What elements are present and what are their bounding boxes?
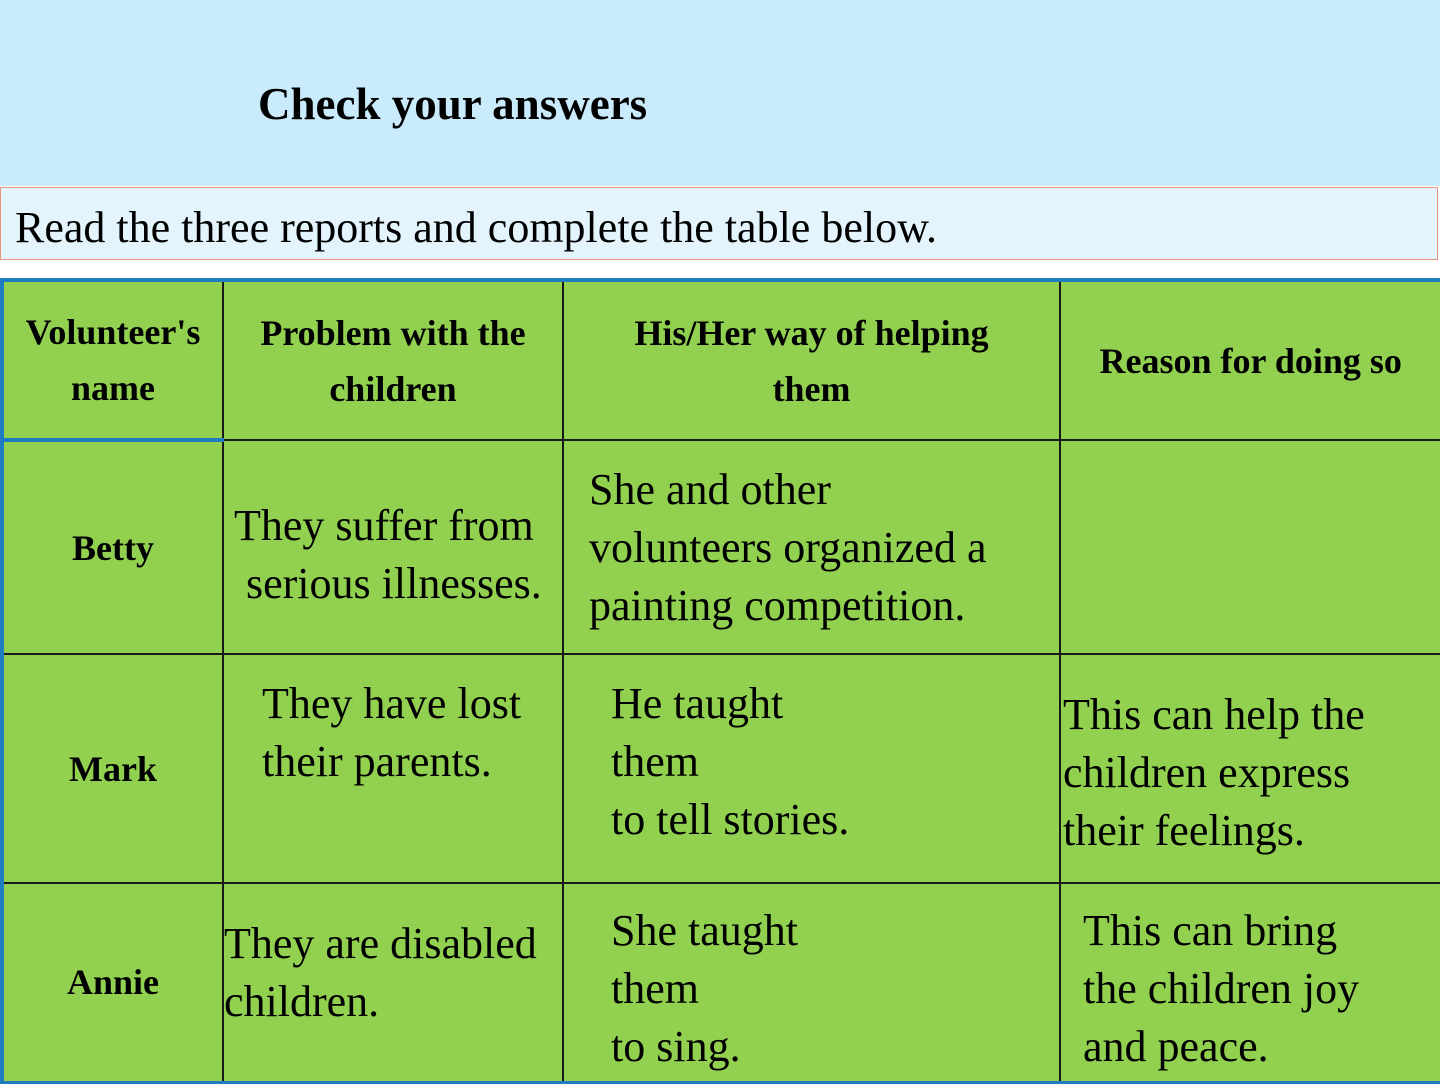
problem-text	[224, 915, 537, 1031]
text-line: them	[611, 737, 699, 786]
text-line: serious illnesses.	[246, 559, 542, 608]
text-line: the children joy	[1083, 964, 1360, 1013]
text-line: their feelings.	[1063, 806, 1305, 855]
header-problem	[223, 280, 563, 440]
text-line: their parents.	[262, 737, 492, 786]
text-line: painting competition.	[589, 581, 966, 630]
way-text	[589, 461, 986, 635]
header-volunteer-name	[2, 280, 223, 440]
table-row	[2, 440, 1440, 654]
volunteer-name: Betty	[72, 527, 154, 568]
reason-text	[1083, 902, 1359, 1076]
way-text	[611, 675, 849, 849]
text-line: They suffer from	[234, 501, 534, 550]
text-line: They are disabled	[224, 919, 537, 968]
text-line: children.	[224, 977, 380, 1026]
reason-cell-empty[interactable]	[1060, 440, 1440, 654]
header-text: children	[329, 368, 457, 409]
instruction-box	[0, 187, 1438, 260]
instruction-text: Read the three reports and complete the table below.	[15, 203, 938, 252]
text-line: He taught	[611, 679, 784, 728]
text-line: them	[611, 964, 699, 1013]
text-line: She and other	[589, 465, 831, 514]
header-text: them	[772, 368, 851, 409]
header-text: Problem with the	[260, 312, 526, 353]
text-line: This can help the	[1063, 690, 1365, 739]
way-text	[611, 902, 798, 1076]
header-text: His/Her way of helping	[634, 312, 989, 353]
reason-text	[1063, 686, 1365, 860]
header-text: Volunteer's	[25, 312, 201, 352]
problem-text	[234, 497, 542, 613]
text-line: to sing.	[611, 1022, 741, 1071]
problem-cell	[223, 654, 563, 883]
text-line: She taught	[611, 906, 798, 955]
way-cell	[563, 883, 1060, 1082]
text-line: and peace.	[1083, 1022, 1269, 1071]
volunteer-name-cell	[2, 654, 223, 883]
volunteer-name: Mark	[69, 748, 157, 789]
text-line: to tell stories.	[611, 795, 850, 844]
table-row	[2, 654, 1440, 883]
page-title: Check your answers	[258, 79, 648, 129]
volunteer-name-cell	[2, 440, 223, 654]
text-line: This can bring	[1083, 906, 1338, 955]
reason-cell	[1060, 654, 1440, 883]
way-cell	[563, 440, 1060, 654]
problem-cell	[223, 440, 563, 654]
volunteer-name-cell	[2, 883, 223, 1082]
problem-cell	[223, 883, 563, 1082]
answer-table	[0, 278, 1440, 1080]
table-row	[2, 883, 1440, 1082]
table-header-row	[2, 280, 1440, 440]
header-way-of-helping	[563, 280, 1060, 440]
problem-text	[262, 675, 521, 791]
header-reason	[1060, 280, 1440, 440]
header-text: name	[71, 368, 155, 408]
header-text: Reason for doing so	[1099, 340, 1402, 381]
slide-header	[0, 0, 1440, 186]
text-line: They have lost	[262, 679, 522, 728]
reason-cell	[1060, 883, 1440, 1082]
volunteer-name: Annie	[66, 962, 160, 1003]
text-line: volunteers organized a	[589, 523, 987, 572]
text-line: children express	[1063, 748, 1351, 797]
way-cell	[563, 654, 1060, 883]
